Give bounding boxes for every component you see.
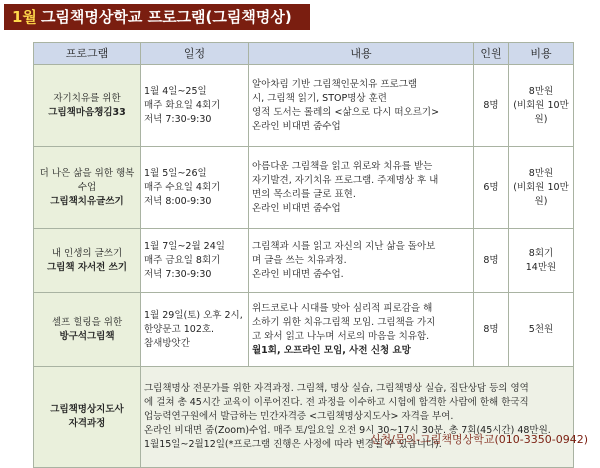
table-header-row — [34, 43, 574, 65]
content-line: 시, 그림책 읽기, STOP명상 훈련 — [252, 92, 387, 104]
content-line: 1월15일~2월12일(*프로그램 진행은 사정에 따라 변경될 수 있습니다). — [144, 439, 442, 450]
program-title: 그림책마음챙김33 — [48, 106, 126, 118]
program-title: 그림책 자서전 쓰기 — [46, 261, 128, 273]
schedule-line: 매주 수요일 4회기 — [144, 181, 221, 193]
certification-content-cell — [141, 367, 574, 468]
content-cell — [249, 229, 474, 293]
table-row — [34, 367, 574, 468]
content-line: 온라인 비대면 줌수업 — [252, 120, 341, 132]
contact-info: 신청/문의-그림책명상학교(010-3350-0942) — [369, 433, 588, 446]
schedule-cell — [141, 293, 249, 367]
fee-line: 14만원 — [525, 261, 557, 273]
program-subtitle: 셀프 힐링을 위한 — [51, 316, 123, 328]
schedule-cell — [141, 229, 249, 293]
fee-line: 8만원 — [528, 85, 554, 97]
fee-line: 원) — [534, 113, 548, 125]
schedule-line: 1월 7일~2월 24일 — [144, 240, 225, 252]
content-line: 온라인 비대면 줌수업 — [252, 202, 341, 214]
content-line: 아름다운 그림책을 읽고 위로와 치유를 받는 — [252, 160, 433, 172]
content-line: 고 와서 읽고 나누며 서로의 마음을 치유함. — [252, 330, 430, 342]
fee-line: (비회원 10만 — [513, 99, 569, 111]
program-title: 자격과정 — [68, 418, 106, 429]
people-cell: 6명 — [474, 147, 509, 229]
schedule-line: 저녁 8:00-9:30 — [144, 195, 212, 207]
content-line: 면의 목소리를 글로 표현. — [252, 188, 356, 200]
header-program: 프로그램 — [34, 43, 141, 65]
schedule-line: 매주 금요일 8회기 — [144, 254, 221, 266]
schedule-line: 1월 29일(토) 오후 2시, — [144, 309, 243, 321]
schedule-line: 한양문고 102호. — [144, 323, 215, 335]
program-name-cell — [34, 229, 141, 293]
title-text: 그림책명상학교 프로그램(그림책명상) — [40, 8, 292, 26]
content-line: 그림책과 시를 읽고 자신의 지난 삶을 돌아보 — [252, 240, 436, 252]
table-row — [34, 147, 574, 229]
schedule-line: 1월 4일~25일 — [144, 85, 207, 97]
program-name-cell — [34, 367, 141, 468]
fee-line: 5천원 — [528, 323, 554, 335]
fee-line: 8만원 — [528, 167, 554, 179]
fee-cell — [509, 293, 574, 367]
people-cell: 8명 — [474, 65, 509, 147]
program-name-cell — [34, 293, 141, 367]
fee-line: 원) — [534, 195, 548, 207]
content-cell — [249, 293, 474, 367]
fee-line: 8회기 — [528, 247, 554, 259]
content-line: 그림책명상 전문가를 위한 자격과정. 그림책, 명상 실습, 그림책명상 실습, 집단상담 등의 영역 — [144, 383, 529, 394]
header-schedule: 일정 — [141, 43, 249, 65]
program-table — [33, 42, 574, 468]
schedule-cell — [141, 147, 249, 229]
program-subtitle: 더 나은 삶을 위한 행복수업 — [39, 167, 135, 193]
schedule-cell — [141, 65, 249, 147]
table-row — [34, 229, 574, 293]
content-note: 월1회, 오프라인 모임, 사전 신청 요망 — [252, 344, 411, 356]
program-title: 방구석그림책 — [59, 330, 115, 342]
content-line: 자기발견, 자기치유 프로그램. 주제명상 후 내 — [252, 174, 439, 186]
schedule-line: 1월 5일~26일 — [144, 167, 207, 179]
content-line: 온라인 비대면 줌수업. — [252, 268, 344, 280]
header-content: 내용 — [249, 43, 474, 65]
title-month: 1월 — [12, 8, 37, 26]
content-line: 위드코로나 시대를 맞아 심리적 피로감을 해 — [252, 302, 433, 314]
content-cell — [249, 65, 474, 147]
program-title: 그림책치유글쓰기 — [50, 195, 124, 207]
program-subtitle: 그림책명상지도사 — [50, 404, 124, 415]
program-name-cell — [34, 65, 141, 147]
content-line: 업능력연구원에서 발급하는 민간자격증 <그림책명상지도사> 자격을 부여. — [144, 411, 454, 422]
people-cell: 8명 — [474, 229, 509, 293]
header-people: 인원 — [474, 43, 509, 65]
content-line: 에 걸쳐 총 45시간 교육이 이루어진다. 전 과정을 이수하고 시험에 합격한 사람에 한해 한국직 — [144, 397, 529, 408]
fee-line: (비회원 10만 — [513, 181, 569, 193]
table-row — [34, 293, 574, 367]
table-row — [34, 65, 574, 147]
content-line: 며 글을 쓰는 치유과정. — [252, 254, 347, 266]
people-cell: 8명 — [474, 293, 509, 367]
schedule-line: 저녁 7:30-9:30 — [144, 268, 212, 280]
content-cell — [249, 147, 474, 229]
fee-cell — [509, 229, 574, 293]
content-line: 영적 도서는 롤레의 <삶으로 다시 떠오르기> — [252, 106, 440, 118]
page-title — [4, 4, 310, 30]
fee-cell — [509, 147, 574, 229]
header-fee: 비용 — [509, 43, 574, 65]
program-name-cell — [34, 147, 141, 229]
schedule-line: 저녁 7:30-9:30 — [144, 113, 212, 125]
content-line: 알아차림 기반 그림책인문치유 프로그램 — [252, 78, 418, 90]
program-subtitle: 자기치유를 위한 — [53, 92, 121, 104]
schedule-line: 매주 화요일 4회기 — [144, 99, 221, 111]
content-line: 소하기 위한 치유그림책 모임. 그림책을 가지 — [252, 316, 436, 328]
program-subtitle: 내 인생의 글쓰기 — [51, 247, 123, 259]
fee-cell — [509, 65, 574, 147]
schedule-line: 참새방앗간 — [144, 337, 190, 349]
content-line: 온라인 비대면 줌(Zoom)수업. 매주 토/일요일 오전 9시 30~17시 30분. 총 7회(45시간) 48만원. — [144, 425, 551, 436]
